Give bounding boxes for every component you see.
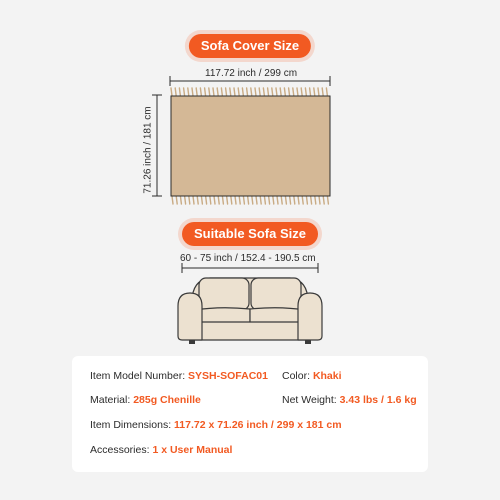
- sofa-cover-illustration: [171, 96, 330, 196]
- spec-material: [90, 394, 201, 406]
- accessories-label: Accessories:: [90, 444, 150, 456]
- dimensions-value: 117.72 x 71.26 inch / 299 x 181 cm: [174, 419, 342, 431]
- spec-accessories: [90, 444, 232, 456]
- sofa-cover-size-badge: Sofa Cover Size: [189, 34, 311, 58]
- material-label: Material:: [90, 394, 131, 406]
- weight-value: 3.43 lbs / 1.6 kg: [339, 394, 417, 406]
- spec-color: [282, 370, 342, 382]
- cover-width-label: 117.72 inch / 299 cm: [205, 68, 298, 79]
- model-label: Item Model Number:: [90, 370, 186, 382]
- sofa-width-label: 60 - 75 inch / 152.4 - 190.5 cm: [180, 253, 316, 264]
- spec-dimensions: [90, 419, 342, 431]
- cover-height-label: 71.26 inch / 181 cm: [142, 106, 154, 194]
- accessories-value: 1 x User Manual: [152, 444, 233, 456]
- cover-height-dimension-line: [152, 95, 162, 196]
- spec-model: [90, 370, 268, 382]
- weight-label: Net Weight:: [282, 394, 337, 406]
- spec-weight: [282, 394, 417, 406]
- material-value: 285g Chenille: [133, 394, 201, 406]
- suitable-sofa-size-badge: Suitable Sofa Size: [182, 222, 318, 246]
- model-value: SYSH-SOFAC01: [188, 370, 268, 382]
- cover-width-dimension-line: [170, 76, 330, 86]
- spec-card: [72, 356, 428, 472]
- color-label: Color:: [282, 370, 311, 382]
- dimensions-label: Item Dimensions:: [90, 419, 172, 431]
- color-value: Khaki: [312, 370, 342, 382]
